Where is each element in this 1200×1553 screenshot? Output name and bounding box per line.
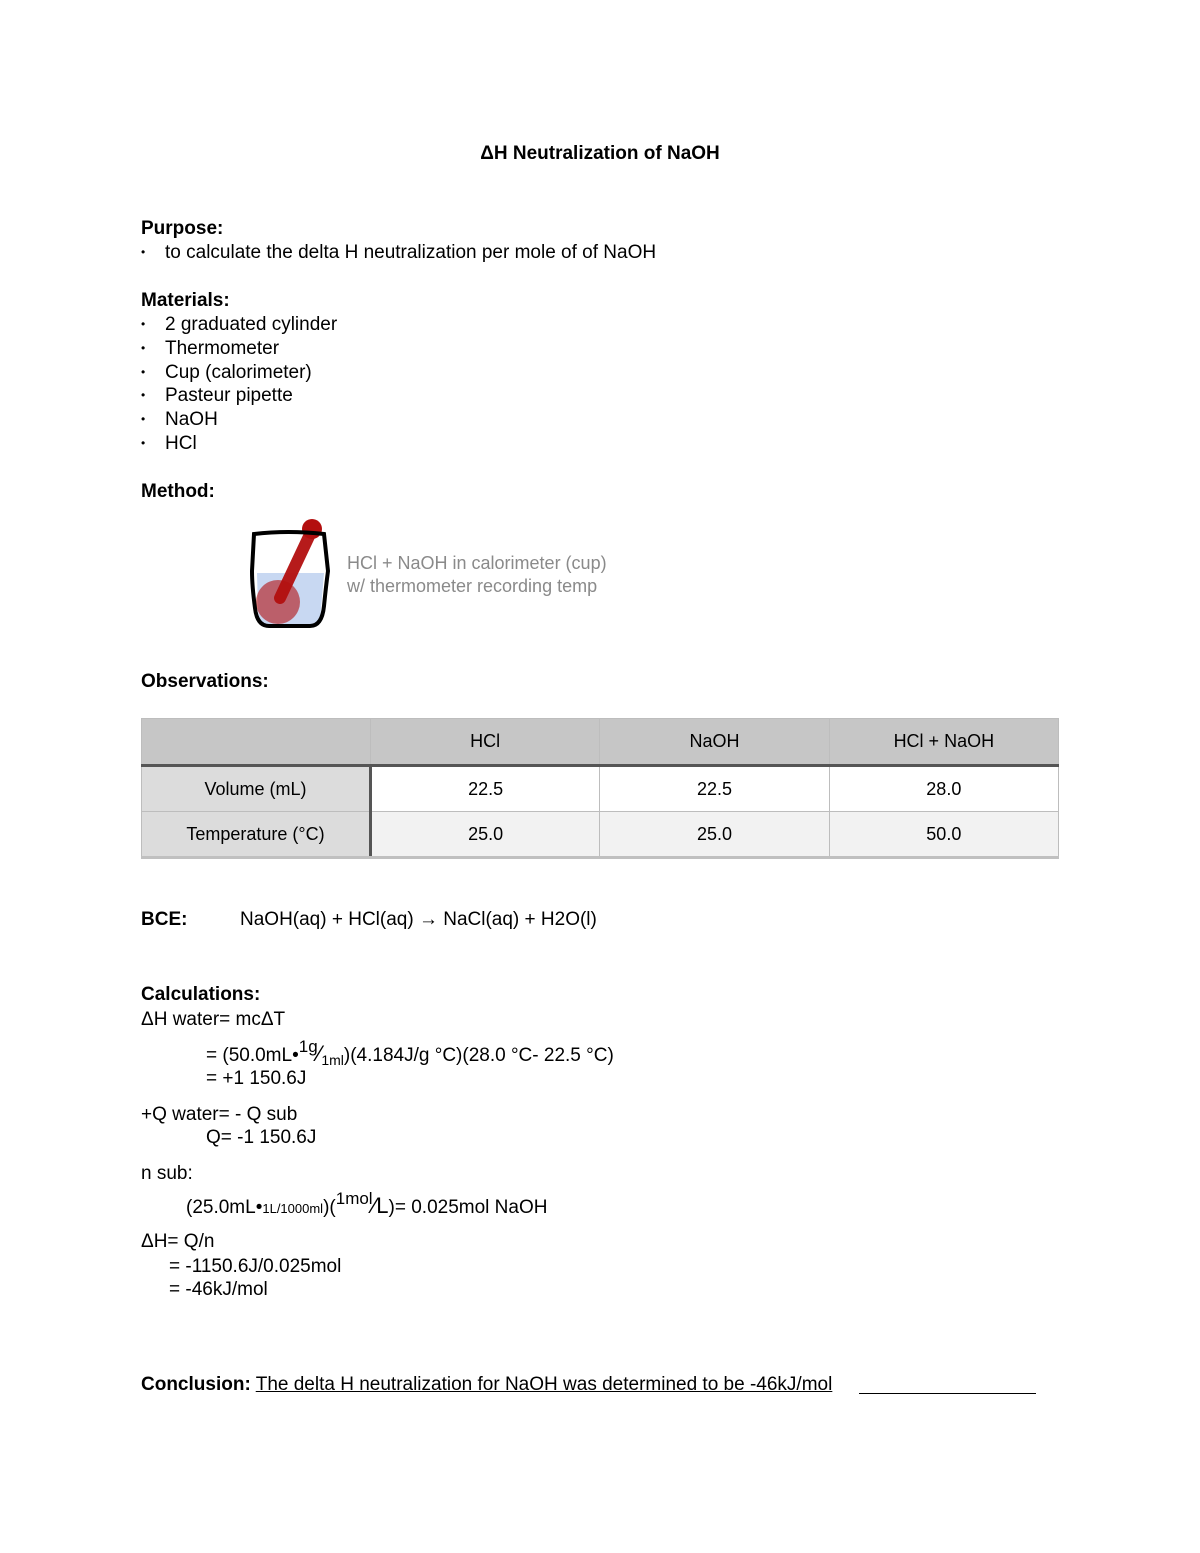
conclusion-heading: Conclusion: <box>141 1374 251 1395</box>
conclusion <box>141 1374 832 1396</box>
bce-heading: BCE: <box>141 909 188 930</box>
list-item: • Thermometer <box>141 337 280 359</box>
list-item: • HCl <box>141 432 197 454</box>
calorimeter-illustration <box>248 516 338 632</box>
list-item: • Pasteur pipette <box>141 385 293 407</box>
column-header: NaOH <box>600 719 829 766</box>
observations-table <box>141 718 1059 859</box>
purpose-heading: Purpose: <box>141 218 224 239</box>
method-heading: Method: <box>141 481 215 502</box>
calc-line: Q= -1 150.6J <box>206 1127 317 1148</box>
calc-line: = $(50.0mL•1g⁄_{1ml})(4.184J/g$ °C)(28.0 °C- 22.5 °C) <box>206 1037 614 1068</box>
table-cell: 50.0 <box>829 812 1058 858</box>
row-header: Temperature (°C) <box>142 812 371 858</box>
column-header: HCl + NaOH <box>829 719 1058 766</box>
purpose-list <box>141 241 656 265</box>
column-header <box>142 719 371 766</box>
calc-line: (25.0mL•1L/1000ml)(1mol⁄L)= 0.025mol NaOH <box>186 1189 548 1218</box>
table-row <box>142 766 1059 812</box>
calc-line: = +1 150.6J <box>206 1068 307 1089</box>
row-header: Volume (mL) <box>142 766 371 812</box>
calc-line: n sub: <box>141 1163 193 1184</box>
list-item: • NaOH <box>141 409 218 431</box>
calculations-heading: Calculations: <box>141 984 261 1005</box>
materials-list <box>141 313 337 456</box>
conclusion-text: The delta H neutralization for NaOH was determined to be -46kJ/mol <box>255 1374 833 1395</box>
materials-heading: Materials: <box>141 290 230 311</box>
calc-line: ΔH= Q/n <box>141 1231 215 1252</box>
calc-line: +Q water= - Q sub <box>141 1104 298 1125</box>
table-cell: 25.0 <box>600 812 829 858</box>
table-cell: 28.0 <box>829 766 1058 812</box>
calc-line: = -1150.6J/0.025mol <box>169 1256 342 1277</box>
table-cell: 22.5 <box>371 766 600 812</box>
list-item: • 2 graduated cylinder <box>141 314 338 335</box>
list-item: • to calculate the delta H neutralization per mole of of NaOH <box>141 242 657 263</box>
list-item: • Cup (calorimeter) <box>141 361 312 383</box>
calc-line: ΔH water= mcΔT <box>141 1009 286 1030</box>
observations-heading: Observations: <box>141 671 269 692</box>
table-row <box>142 812 1059 858</box>
table-cell: 25.0 <box>371 812 600 858</box>
table-header-row <box>142 719 1059 766</box>
answer-underline <box>859 1393 1036 1394</box>
method-caption: HCl + NaOH in calorimeter (cup) w/ thermometer recording temp <box>347 553 607 596</box>
table-cell: 22.5 <box>600 766 829 812</box>
page-title: ΔH Neutralization of NaOH <box>480 143 720 164</box>
bce-equation: NaOH(aq) + HCl(aq) → NaCl(aq) + H2O(l) <box>240 909 597 930</box>
column-header: HCl <box>371 719 600 766</box>
calc-line: = -46kJ/mol <box>169 1279 268 1300</box>
